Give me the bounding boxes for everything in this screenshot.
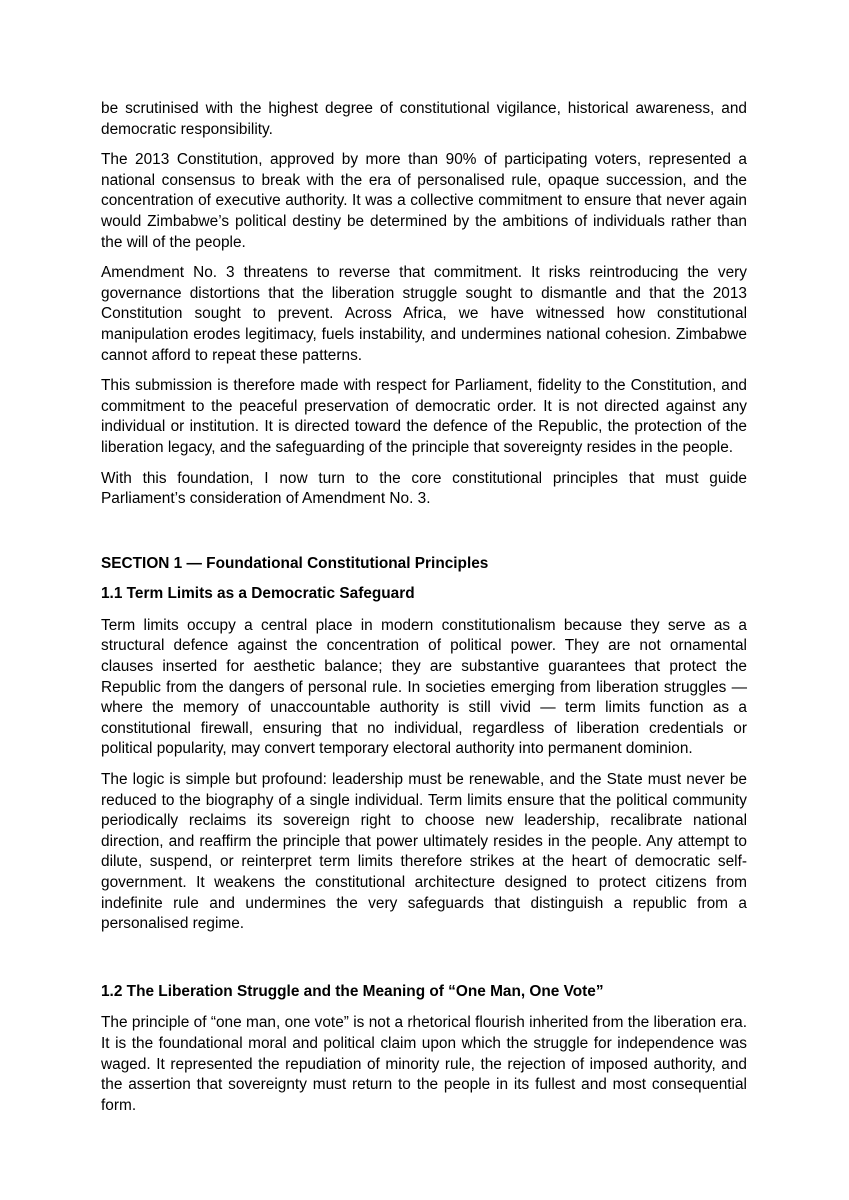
- spacer-before-heading-1-2: [101, 945, 747, 982]
- paragraph-principle-one-man-one-vote: The principle of “one man, one vote” is not a rhetorical flourish inherited from the liberation era. It is the foundational moral and political claim upon which the struggle for independence was waged. It represented the repudiation of minority rule, the rejection of imposed authority, and the assertion that sovereignty must return to the people in its fullest and most consequential form.: [101, 1014, 747, 1114]
- paragraph-2013-constitution: The 2013 Constitution, approved by more than 90% of participating voters, represented a national consensus to break with the era of personalised rule, opaque succession, and the concentration of executive authority. It was a collective commitment to ensure that never again would Zimbabwe’s political destiny be determined by the ambitions of individuals rather than the will of the people.: [101, 151, 747, 251]
- spacer-after-heading-1-1: [101, 605, 747, 616]
- paragraph-with-this-foundation: With this foundation, I now turn to the core constitutional principles that must guide Parliament’s consideration of Amendment No. 3.: [101, 469, 747, 508]
- heading-1-2: 1.2 The Liberation Struggle and the Meaning of “One Man, One Vote”: [101, 982, 604, 1000]
- spacer-before-section-heading: [101, 520, 747, 554]
- document-body: [101, 99, 747, 1116]
- spacer-after-heading-1-2: [101, 1002, 747, 1013]
- heading-1-1: 1.1 Term Limits as a Democratic Safeguard: [101, 585, 415, 603]
- paragraph-amendment-no-3: Amendment No. 3 threatens to reverse that commitment. It risks reintroducing the very governance distortions that the liberation struggle sought to dismantle and that the 2013 Constitution sought to prevent. Across Africa, we have witnessed how constitutional manipulation erodes legitimacy, fuels instability, and undermines national cohesion. Zimbabwe cannot afford to repeat these patterns.: [101, 264, 747, 364]
- paragraph-scrutinised: be scrutinised with the highest degree of constitutional vigilance, historical awareness, and democratic responsibility.: [101, 100, 747, 138]
- heading-section-1: SECTION 1 — Foundational Constitutional Principles: [101, 554, 489, 572]
- paragraph-the-logic-is-simple: The logic is simple but profound: leadership must be renewable, and the State must never be reduced to the biography of a single individual. Term limits ensure that the political community periodically reclaims its sovereign right to choose new leadership, recalibrate national direction, and reaffirm the principle that power ultimately resides in the people. Any attempt to dilute, suspend, or reinterpret term limits therefore strikes at the heart of democratic self-government. It weakens the constitutional architecture designed to protect citizens from indefinite rule and undermines the very safeguards that distinguish a republic from a personalised regime.: [101, 771, 747, 933]
- paragraph-term-limits-occupy: Term limits occupy a central place in modern constitutionalism because they serve as a structural defence against the concentration of political power. They are not ornamental clauses inserted for aesthetic balance; they are substantive guarantees that protect the Republic from the dangers of personal rule. In societies emerging from liberation struggles — where the memory of unaccountable authority is still vivid — term limits function as a constitutional firewall, ensuring that no individual, regardless of liberation credentials or political popularity, may convert temporary electoral authority into permanent dominion.: [101, 616, 747, 758]
- paragraph-this-submission: This submission is therefore made with respect for Parliament, fidelity to the Constitution, and commitment to the peaceful preservation of democratic order. It is not directed against any individual or institution. It is directed toward the defence of the Republic, the protection of the liberation legacy, and the safeguarding of the principle that sovereignty resides in the people.: [101, 377, 747, 456]
- spacer-after-section-heading: [101, 574, 747, 584]
